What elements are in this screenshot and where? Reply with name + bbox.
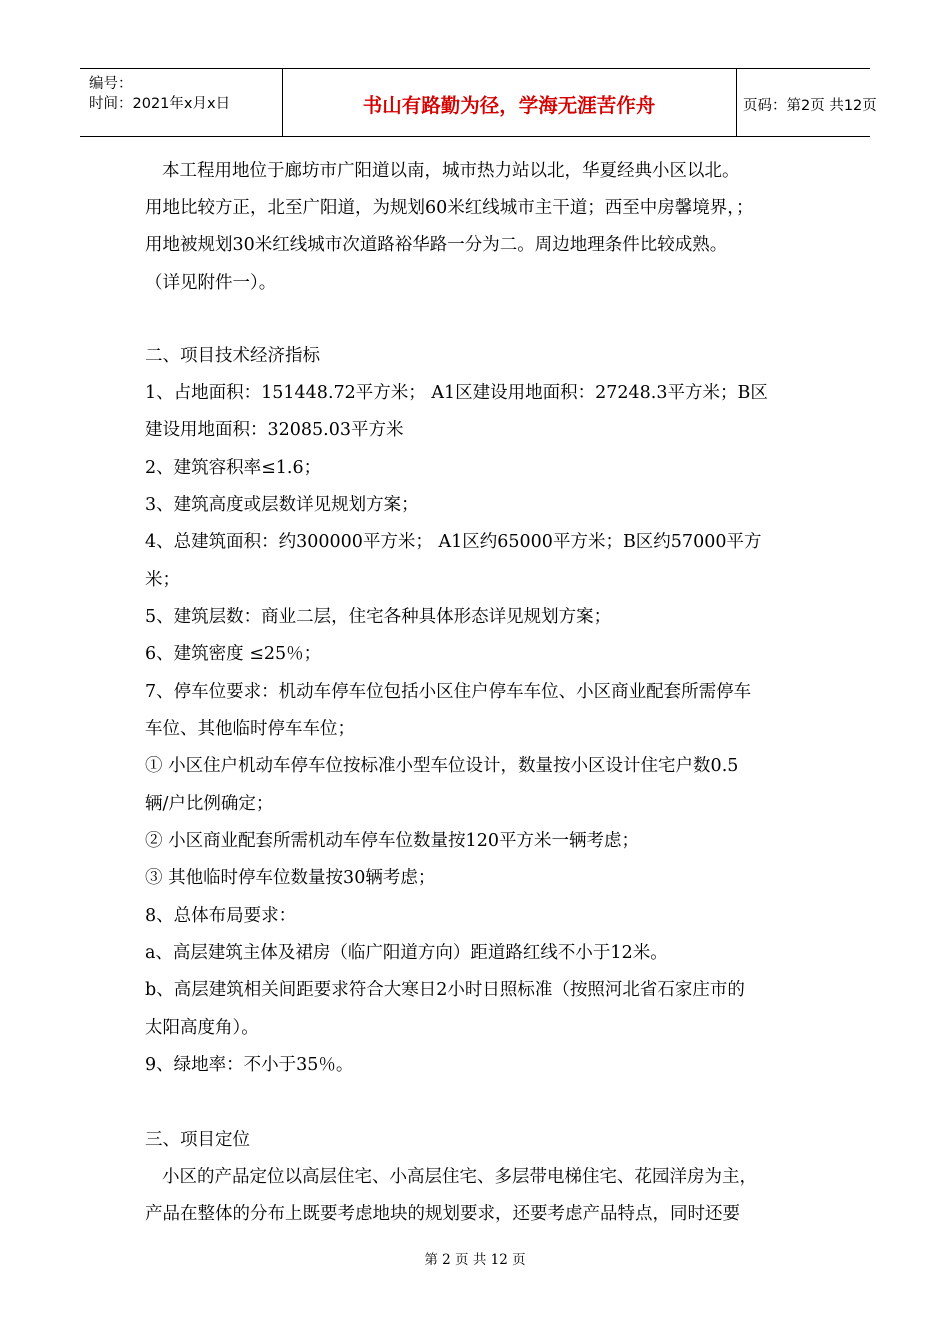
header-table <box>80 68 877 137</box>
spec-line: 5、建筑层数：商业二层，住宅各种具体形态详见规划方案； <box>145 607 612 627</box>
spec-line: 4、总建筑面积：约300000平方米； A1区约65000平方米；B区约57000平方 <box>145 532 762 552</box>
header-info-cell <box>80 69 283 136</box>
spec-line: 6、建筑密度 ≤25％； <box>145 644 322 664</box>
header-page-cell <box>737 69 877 136</box>
intro-line: 用地被规划30米红线城市次道路裕华路一分为二。周边地理条件比较成熟。 <box>145 235 728 255</box>
spec-line: 车位、其他临时停车车位； <box>145 719 355 739</box>
document-number-label: 编号： <box>89 76 133 92</box>
header-motto: 书山有路勤为径，学海无涯苦作舟 <box>362 94 656 117</box>
intro-line: 用地比较方正，北至广阳道，为规划60米红线城市主干道；西至中房馨境界，； <box>145 198 754 218</box>
positioning-line: 产品在整体的分布上既要考虑地块的规划要求，还要考虑产品特点，同时还要 <box>145 1204 740 1224</box>
spec-line: 2、建筑容积率≤1.6； <box>145 458 322 478</box>
spec-line: 米； <box>145 570 180 590</box>
spec-line: 8、总体布局要求： <box>145 906 297 926</box>
spec-line: b、高层建筑相关间距要求符合大寒日2小时日照标准（按照河北省石家庄市的 <box>145 980 745 1000</box>
spec-line: 建设用地面积：32085.03平方米 <box>145 420 404 440</box>
spec-line: 7、停车位要求：机动车停车位包括小区住户停车车位、小区商业配套所需停车 <box>145 682 752 702</box>
header-page-label: 页码：第2页 共12页 <box>743 98 877 114</box>
spec-line: 9、绿地率：不小于35％。 <box>145 1055 354 1075</box>
spec-line: ② 小区商业配套所需机动车停车位数量按120平方米一辆考虑； <box>145 831 639 851</box>
section-title: 二、项目技术经济指标 <box>145 346 320 366</box>
spec-line: ① 小区住户机动车停车位按标准小型车位设计，数量按小区设计住宅户数0.5 <box>145 756 739 776</box>
positioning-line: 小区的产品定位以高层住宅、小高层住宅、多层带电梯住宅、花园洋房为主， <box>162 1167 757 1187</box>
spec-line: ③ 其他临时停车位数量按30辆考虑； <box>145 868 436 888</box>
document-time-label: 时间：2021年x月x日 <box>89 96 231 112</box>
spec-line: a、高层建筑主体及裙房（临广阳道方向）距道路红线不小于12米。 <box>145 943 668 963</box>
page-footer: 第 2 页 共 12 页 <box>424 1252 526 1268</box>
spec-line: 1、占地面积：151448.72平方米； A1区建设用地面积：27248.3平方米；B区 <box>145 383 768 403</box>
section-title: 三、项目定位 <box>145 1130 250 1150</box>
spec-line: 辆/户比例确定； <box>145 794 274 814</box>
intro-line: 本工程用地位于廊坊市广阳道以南，城市热力站以北，华夏经典小区以北。 <box>162 161 740 181</box>
spec-line: 3、建筑高度或层数详见规划方案； <box>145 495 419 515</box>
spec-line: 太阳高度角）。 <box>145 1018 259 1038</box>
header-motto-cell <box>282 69 737 136</box>
intro-line: （详见附件一）。 <box>145 273 277 293</box>
